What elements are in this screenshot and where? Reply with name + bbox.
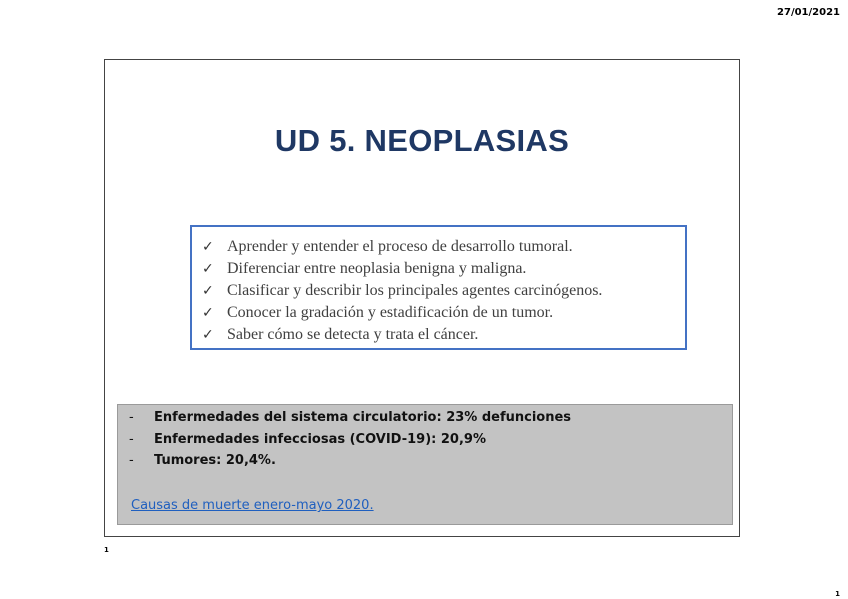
stat-text: Tumores: 20,4%. [154,453,276,468]
objective-item [202,282,685,304]
check-icon: ✓ [202,283,214,299]
objective-text: Clasificar y describir los principales agentes carcinógenos. [227,282,603,299]
stat-item [129,453,732,475]
mortality-stats-box [117,404,733,525]
slide-number: 1 [104,546,109,554]
stat-item [129,432,732,454]
objective-item [202,260,685,282]
objective-text: Saber cómo se detecta y trata el cáncer. [227,326,479,343]
check-icon: ✓ [202,327,214,343]
stat-text: Enfermedades del sistema circulatorio: 23% defunciones [154,410,572,425]
dash-bullet: - [129,410,134,425]
stat-text: Enfermedades infecciosas (COVID-19): 20,9% [154,431,486,447]
header-date: 27/01/2021 [777,7,840,18]
objectives-box [190,225,687,350]
check-icon: ✓ [202,239,214,255]
page-number: 1 [835,590,840,598]
objective-text: Aprender y entender el proceso de desarrollo tumoral. [227,238,573,255]
objective-item [202,326,685,348]
source-link[interactable]: Causas de muerte enero-mayo 2020. [131,498,374,513]
objective-text: Conocer la gradación y estadificación de un tumor. [227,304,554,321]
check-icon: ✓ [202,261,214,277]
dash-bullet: - [129,431,134,447]
objective-item [202,238,685,260]
stat-item [129,410,732,432]
dash-bullet: - [129,453,134,468]
slide-title: UD 5. NEOPLASIAS [274,123,570,158]
objective-text: Diferenciar entre neoplasia benigna y maligna. [227,260,527,277]
objective-item [202,304,685,326]
check-icon: ✓ [202,305,214,321]
slide [104,59,740,537]
